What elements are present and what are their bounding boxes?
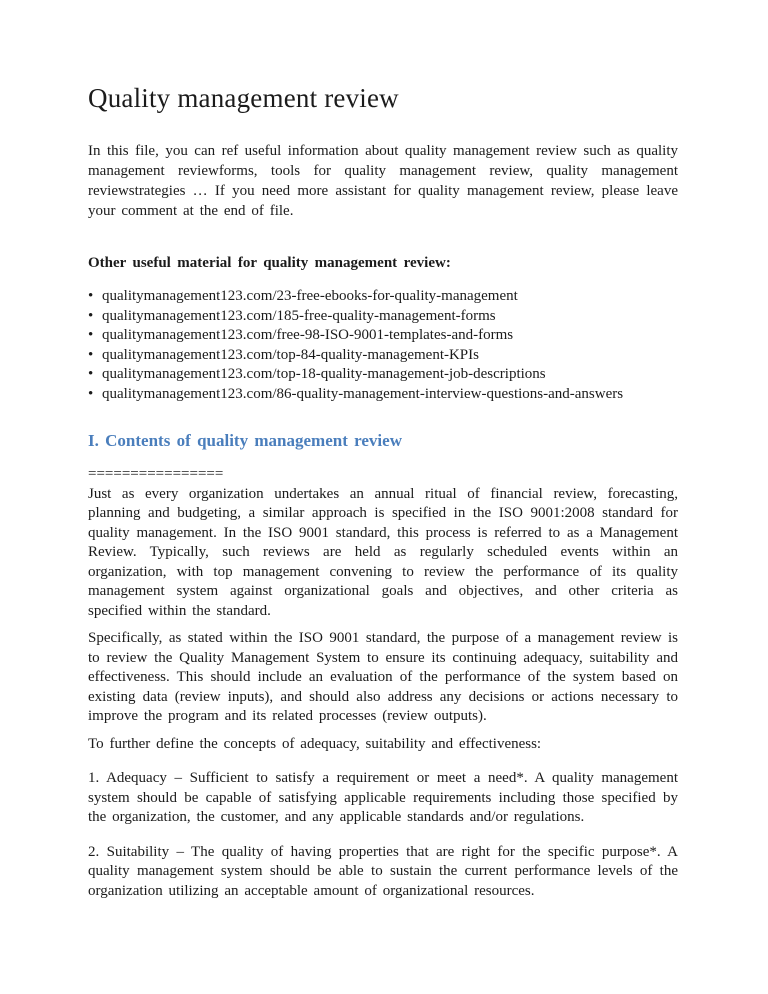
paragraph-purpose: Specifically, as stated within the ISO 9001 standard, the purpose of a management review is to review the Quality Management System to ensure its continuing adequacy, suitability and effectiveness. This should include an evaluation of the performance of the system based on existing data (review inputs), and should also address any decisions or actions necessary to improve the program and its related processes (review outputs). (88, 630, 678, 724)
bullet-icon: • (88, 288, 94, 304)
document-title: Quality management review (88, 83, 399, 113)
link-text: qualitymanagement123.com/185-free-quality-management-forms (102, 307, 496, 324)
link-text: qualitymanagement123.com/23-free-ebooks-for-quality-management (102, 288, 518, 304)
other-material-heading: Other useful material for quality management review: (88, 255, 451, 271)
link-text: qualitymanagement123.com/free-98-ISO-9001-templates-and-forms (102, 327, 514, 343)
list-item (88, 385, 678, 405)
bullet-icon: • (88, 327, 94, 343)
resource-link-list (88, 287, 678, 404)
bullet-icon: • (88, 307, 94, 324)
list-item (88, 346, 678, 366)
bullet-icon: • (88, 366, 94, 382)
paragraph-iso-overview: Just as every organization undertakes an annual ritual of financial review, forecasting, planning and budgeting, a similar approach is specified in the ISO 9001:2008 standard for quality management. In the ISO 9001 standard, this process is referred to as a Management Review. Typically, such reviews are held as regularly scheduled events within an organization, with top management convening to review the performance of its quality management system against organizational goals and objectives, and other criteria as specified within the standard. (88, 485, 678, 619)
paragraph-intro: In this file, you can ref useful information about quality management review such as quality management reviewforms, tools for quality management review, quality management reviewstrategies … If you need more assistant for quality management review, please leave your comment at the end of file. (88, 143, 678, 219)
paragraph-define-concepts: To further define the concepts of adequacy, suitability and effectiveness: (88, 735, 542, 752)
list-item (88, 287, 678, 307)
list-item (88, 365, 678, 385)
link-text: qualitymanagement123.com/top-18-quality-management-job-descriptions (102, 366, 546, 382)
equals-divider: ================ (88, 466, 224, 482)
link-text: qualitymanagement123.com/top-84-quality-management-KPIs (102, 346, 479, 363)
bullet-icon: • (88, 385, 94, 402)
bullet-icon: • (88, 346, 94, 363)
link-text: qualitymanagement123.com/86-quality-management-interview-questions-and-answers (102, 385, 624, 402)
list-item (88, 326, 678, 346)
list-item (88, 307, 678, 327)
section-heading-contents: I. Contents of quality management review (88, 431, 402, 450)
paragraph-adequacy: 1. Adequacy – Sufficient to satisfy a requirement or meet a need*. A quality management system should be capable of satisfying applicable requirements including those specified by the organization, the customer, and any applicable standards and/or regulations. (88, 770, 678, 825)
paragraph-suitability: 2. Suitability – The quality of having properties that are right for the specific purpose*. A quality management system should be able to sustain the current performance levels of the organization utilizing an acceptable amount of organizational resources. (88, 843, 678, 899)
